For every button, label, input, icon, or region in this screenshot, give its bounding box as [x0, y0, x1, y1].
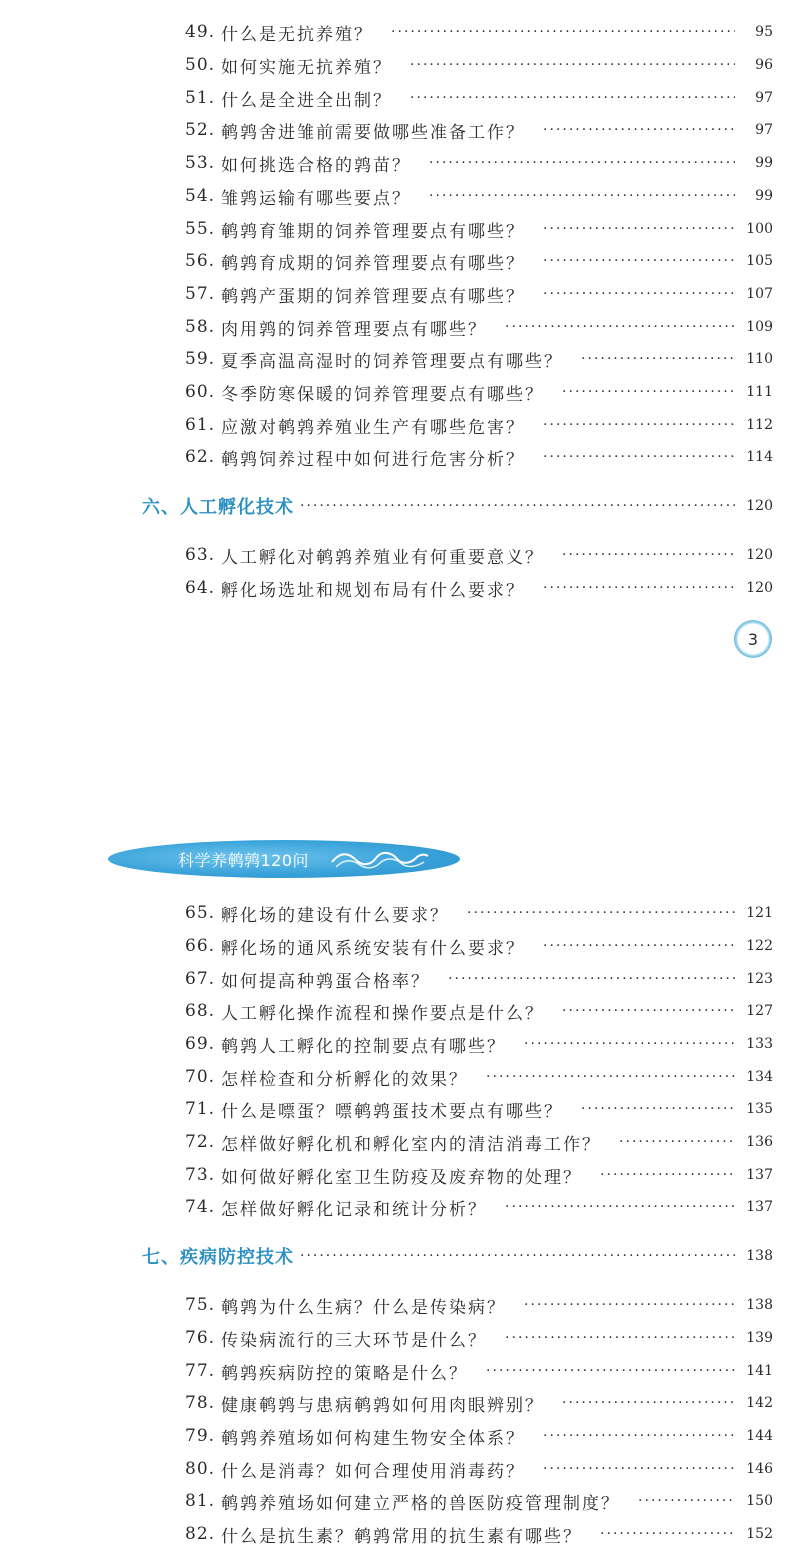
toc-entry[interactable]: 49. 什么是无抗养殖？ ····· 95	[185, 18, 773, 46]
chapter-heading-7[interactable]: 七、疾病防控技术 ····· 138	[142, 1241, 773, 1271]
wave-icon	[330, 848, 430, 870]
toc-entry[interactable]: 54. 雏鹑运输有哪些要点？ ····· 99	[185, 182, 773, 210]
toc-entry[interactable]: 69. 鹌鹑人工孵化的控制要点有哪些？ ····· 133	[185, 1030, 773, 1058]
toc-entry[interactable]: 67. 如何提高种鹑蛋合格率？ ····· 123	[185, 965, 773, 993]
toc-entry[interactable]: 53. 如何挑选合格的鹑苗？ ····· 99	[185, 149, 773, 177]
toc-entry[interactable]: 60. 冬季防寒保暖的饲养管理要点有哪些？ ····· 111	[185, 378, 773, 406]
toc-entry[interactable]: 72. 怎样做好孵化机和孵化室内的清洁消毒工作？ ····· 136	[185, 1128, 773, 1156]
toc-entry[interactable]: 82. 什么是抗生素？鹌鹑常用的抗生素有哪些？ ····· 152	[185, 1520, 773, 1548]
toc-entry[interactable]: 66. 孵化场的通风系统安装有什么要求？ ····· 122	[185, 932, 773, 960]
toc-entry[interactable]: 74. 怎样做好孵化记录和统计分析？ ····· 137	[185, 1193, 773, 1221]
toc-entry[interactable]: 51. 什么是全进全出制？ ····· 97	[185, 84, 773, 112]
toc-entry[interactable]: 62. 鹌鹑饲养过程中如何进行危害分析？ ····· 114	[185, 443, 773, 471]
toc-entry[interactable]: 70. 怎样检查和分析孵化的效果？ ····· 134	[185, 1063, 773, 1091]
toc-entry[interactable]: 57. 鹌鹑产蛋期的饲养管理要点有哪些？ ····· 107	[185, 280, 773, 308]
toc-entry[interactable]: 63. 人工孵化对鹌鹑养殖业有何重要意义？ ····· 120	[185, 541, 773, 569]
toc-entry[interactable]: 73. 如何做好孵化室卫生防疫及废弃物的处理？ ····· 137	[185, 1161, 773, 1189]
page-number-badge	[734, 620, 772, 658]
toc-entry[interactable]: 55. 鹌鹑育雏期的饲养管理要点有哪些？ ····· 100	[185, 215, 773, 243]
toc-entry[interactable]: 59. 夏季高温高湿时的饲养管理要点有哪些？ ····· 110	[185, 345, 773, 373]
book-title-banner	[108, 840, 460, 878]
toc-entry[interactable]: 81. 鹌鹑养殖场如何建立严格的兽医防疫管理制度？ ····· 150	[185, 1487, 773, 1515]
toc-entry[interactable]: 71. 什么是嘌蛋？嘌鹌鹑蛋技术要点有哪些？ ····· 135	[185, 1095, 773, 1123]
toc-entry[interactable]: 61. 应激对鹌鹑养殖业生产有哪些危害？ ····· 112	[185, 411, 773, 439]
toc-entry[interactable]: 77. 鹌鹑疾病防控的策略是什么？ ····· 141	[185, 1357, 773, 1385]
chapter-heading-6[interactable]: 六、人工孵化技术 ····· 120	[142, 491, 773, 521]
toc-entry[interactable]: 50. 如何实施无抗养殖？ ····· 96	[185, 51, 773, 79]
toc-entry[interactable]: 75. 鹌鹑为什么生病？什么是传染病？ ····· 138	[185, 1291, 773, 1319]
toc-entry[interactable]: 76. 传染病流行的三大环节是什么？ ····· 139	[185, 1324, 773, 1352]
toc-entry[interactable]: 64. 孵化场选址和规划布局有什么要求？ ····· 120	[185, 574, 773, 602]
toc-entry[interactable]: 65. 孵化场的建设有什么要求？ ····· 121	[185, 899, 773, 927]
toc-entry[interactable]: 68. 人工孵化操作流程和操作要点是什么？ ····· 127	[185, 997, 773, 1025]
toc-entry[interactable]: 78. 健康鹌鹑与患病鹌鹑如何用肉眼辨别？ ····· 142	[185, 1389, 773, 1417]
toc-entry[interactable]: 79. 鹌鹑养殖场如何构建生物安全体系？ ····· 144	[185, 1422, 773, 1450]
toc-entry[interactable]: 56. 鹌鹑育成期的饲养管理要点有哪些？ ····· 105	[185, 247, 773, 275]
toc-entry[interactable]: 80. 什么是消毒？如何合理使用消毒药？ ····· 146	[185, 1455, 773, 1483]
page-number: 3	[747, 629, 759, 649]
toc-entry[interactable]: 52. 鹌鹑舍进雏前需要做哪些准备工作？ ····· 97	[185, 116, 773, 144]
book-title: 科学养鹌鹑120问	[178, 850, 310, 870]
toc-entry[interactable]: 58. 肉用鹑的饲养管理要点有哪些？ ····· 109	[185, 313, 773, 341]
